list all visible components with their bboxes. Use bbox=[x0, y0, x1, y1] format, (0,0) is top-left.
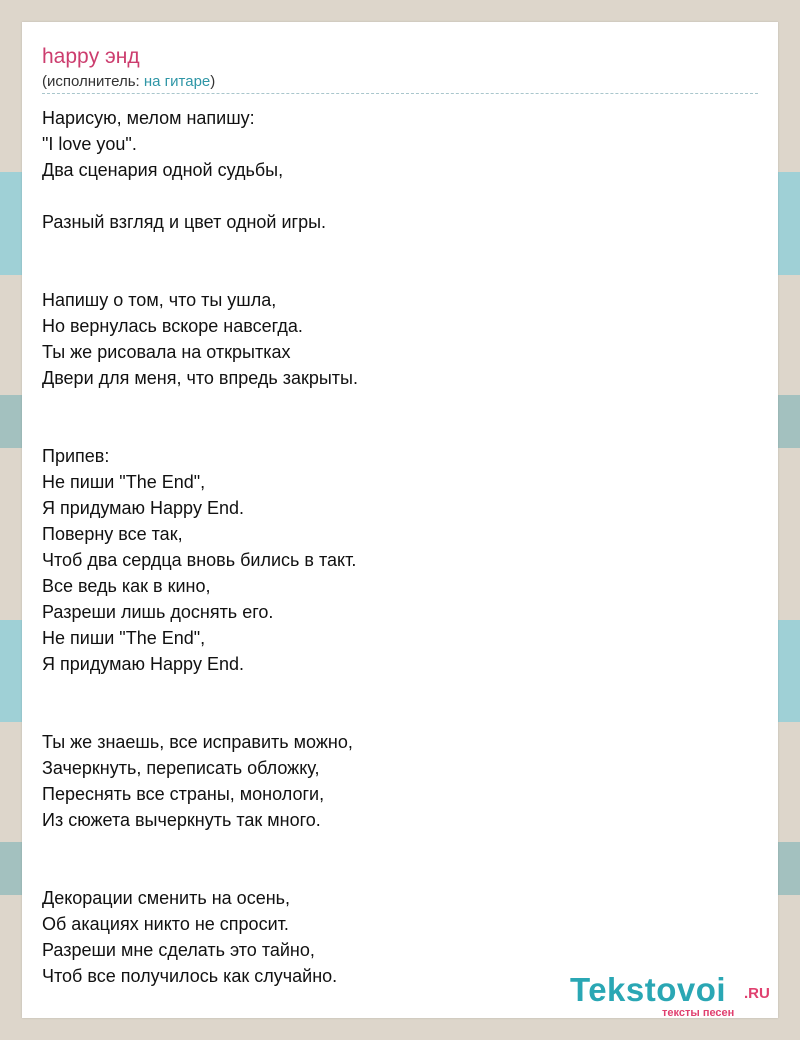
lyric-line: Разреши мне сделать это тайно, bbox=[42, 940, 315, 960]
lyric-line: Я придумаю Happy End. bbox=[42, 654, 245, 674]
lyric-line bbox=[42, 833, 758, 859]
lyric-line: Два сценария одной судьбы, bbox=[42, 160, 284, 180]
lyric-line: Но вернулась вскоре навсегда. bbox=[42, 316, 303, 336]
lyric-line: Декорации сменить на осень, bbox=[42, 888, 291, 908]
lyric-line: Двери для меня, что впредь закрыты. bbox=[42, 368, 358, 388]
lyric-line: Зачеркнуть, переписать обложку, bbox=[42, 758, 320, 778]
lyric-line: Чтоб два сердца вновь бились в такт. bbox=[42, 550, 357, 570]
logo-name: Tekstovoi bbox=[570, 971, 727, 1008]
lyrics-card bbox=[22, 22, 778, 1018]
artist-suffix: ) bbox=[210, 73, 216, 90]
lyric-line bbox=[42, 183, 758, 209]
artist-line bbox=[42, 72, 215, 92]
artist-prefix: (исполнитель: bbox=[42, 73, 144, 90]
divider bbox=[42, 93, 758, 94]
lyric-line: Переснять все страны, монологи, bbox=[42, 784, 325, 804]
lyric-line bbox=[42, 859, 758, 885]
lyric-line: Не пиши "The End", bbox=[42, 628, 206, 648]
lyric-line: Не пиши "The End", bbox=[42, 472, 206, 492]
lyric-line: Поверну все так, bbox=[42, 524, 183, 544]
lyric-line: Я придумаю Happy End. bbox=[42, 498, 245, 518]
lyric-line: Все ведь как в кино, bbox=[42, 576, 211, 596]
lyric-line: "I love you". bbox=[42, 134, 137, 154]
lyrics-text bbox=[42, 105, 758, 989]
lyric-line bbox=[42, 391, 758, 417]
logo-tagline: тексты песен bbox=[662, 1007, 735, 1019]
lyric-line: Об акациях никто не спросит. bbox=[42, 914, 289, 934]
logo-domain: .RU bbox=[744, 985, 770, 1002]
lyric-line: Разный взгляд и цвет одной игры. bbox=[42, 212, 327, 232]
lyric-line: Припев: bbox=[42, 446, 110, 466]
song-title: happy энд bbox=[42, 45, 140, 68]
tekstovoi-logo[interactable] bbox=[570, 970, 780, 1020]
lyric-line: Разреши лишь доснять его. bbox=[42, 602, 274, 622]
lyric-line: Ты же знаешь, все исправить можно, bbox=[42, 732, 353, 752]
artist-link[interactable]: на гитаре bbox=[143, 73, 211, 90]
lyric-line bbox=[42, 235, 758, 261]
lyric-line bbox=[42, 677, 758, 703]
lyric-line: Нарисую, мелом напишу: bbox=[42, 108, 255, 128]
lyric-line bbox=[42, 417, 758, 443]
lyric-line bbox=[42, 703, 758, 729]
lyric-line: Ты же рисовала на открытках bbox=[42, 342, 291, 362]
lyric-line: Из сюжета вычеркнуть так много. bbox=[42, 810, 321, 830]
lyric-line bbox=[42, 261, 758, 287]
lyric-line: Чтоб все получилось как случайно. bbox=[42, 966, 338, 986]
lyric-line: Напишу о том, что ты ушла, bbox=[42, 290, 277, 310]
